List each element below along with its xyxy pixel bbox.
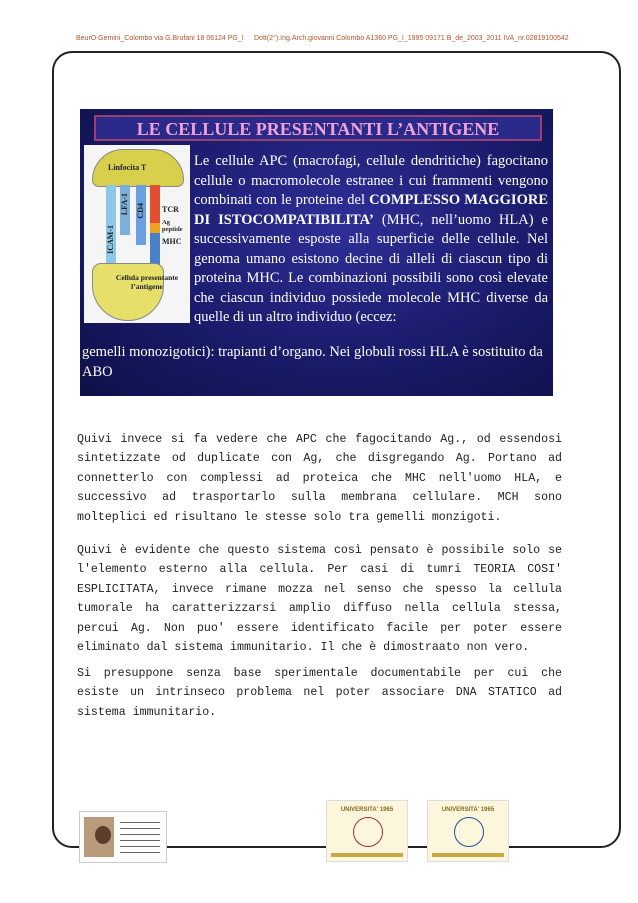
card-line — [120, 822, 160, 823]
tcr-label: TCR — [162, 205, 179, 214]
page-header — [76, 35, 578, 47]
header-left-text: BeurO Gemini_Colombo via G.Brufani 18 06124 PG_I — [76, 35, 244, 42]
slide-bold-term: COMPLESSO MAGGIORE DI ISTOCOMPATIBILITA’ — [194, 192, 548, 228]
paragraph-2: Quivi è evidente che questo sistema così pensato è possibile solo se l'elemento esterno alla cellula. Per casi di tumri TEORIA COSI' ESPLICITATA, invece rimane mozza nel senso che spesso la cellula tumorale ha caratterizzarsi amplio diffuso nella cellula stessa, percui Ag. Non puo' essere identificato facile per poter essere eliminato dal sistema immunitario. Il che è dimostraato non vero. — [77, 544, 562, 655]
peptide-bar — [150, 223, 160, 233]
card-line — [120, 846, 160, 847]
seal-emblem — [454, 817, 484, 847]
portrait-photo — [84, 817, 114, 857]
header-right-text: Dott(2°).Ing.Arch.giovanni Colombo A1360 PG_I_1995 09171 B_de_2003_2011 IVA_nr.02819100542 — [254, 35, 569, 42]
tcr-bar — [150, 185, 160, 223]
seal-title: UNIVERSITA' 1965 — [340, 807, 394, 813]
peptide-label: Ag peptide — [162, 219, 183, 233]
mhc-bar — [150, 233, 160, 267]
card-line — [120, 834, 160, 835]
slide-main-text — [194, 152, 548, 328]
portrait-face — [95, 826, 111, 844]
immune-synapse-illustration — [84, 145, 190, 323]
slide-title: LE CELLULE PRESENTANTI L’ANTIGENE — [94, 115, 542, 141]
seal-title: UNIVERSITA' 1965 — [441, 807, 495, 813]
card-line — [120, 840, 160, 841]
university-seal-1 — [326, 800, 408, 862]
lfa-label: LFA-1 — [120, 193, 129, 216]
seal-footer — [331, 853, 403, 857]
university-seal-2 — [427, 800, 509, 862]
seal-footer — [432, 853, 504, 857]
card-line — [120, 828, 160, 829]
apc-label: Cellula presentante l’antigene — [115, 273, 179, 291]
slide-intro-text: Le cellule APC (macrofagi, cellule dendritiche) fagocitano cellule o macromolecole estranee i cui frammenti vengono combinati con le proteine del — [194, 153, 548, 208]
icam-label: ICAM-1 — [106, 225, 115, 254]
slide-mhc-text: (MHC, nell’uomo HLA) e successivamente esposte alla superficie delle cellule. Nel genoma umano esistono decine di alleli di ciascun tipo di proteina MHC. Le combinazioni possibili sono così elevate che ciascun individuo possiede molecole MHC diverse da quelle di un altro individuo (eccez: — [194, 211, 548, 325]
cd4-label: CD4 — [136, 203, 145, 219]
mhc-label: MHC — [162, 237, 182, 246]
paragraph-1: Quivi invece si fa vedere che APC che fagocitando Ag., od essendosi sintetizzate od duplicate con Ag, che disgregando Ag. Portano ad connetterlo con complessi ad proteica che MHC nell'uomo HLA, e successivo ad trasportarlo sulla membrana cellulare. MCH sono molteplici ed risultano le stesse solo tra gemelli monzigoti. — [77, 433, 562, 524]
seal-emblem — [353, 817, 383, 847]
apc-shape — [92, 263, 164, 321]
id-card-stamp — [79, 811, 167, 863]
paragraph-3: Si presuppone senza base sperimentale documentabile per cui che esiste un intrinseco problema nel poter associare DNA STATICO ad sistema immunitario. — [77, 667, 562, 719]
card-line — [120, 852, 160, 853]
lymphocyte-label: Linfocita T — [108, 163, 147, 172]
slide-bottom-text: gemelli monozigotici): trapianti d’organo. Nei globuli rossi HLA è sostituito da ABO — [82, 344, 543, 380]
slide-image — [80, 109, 553, 396]
